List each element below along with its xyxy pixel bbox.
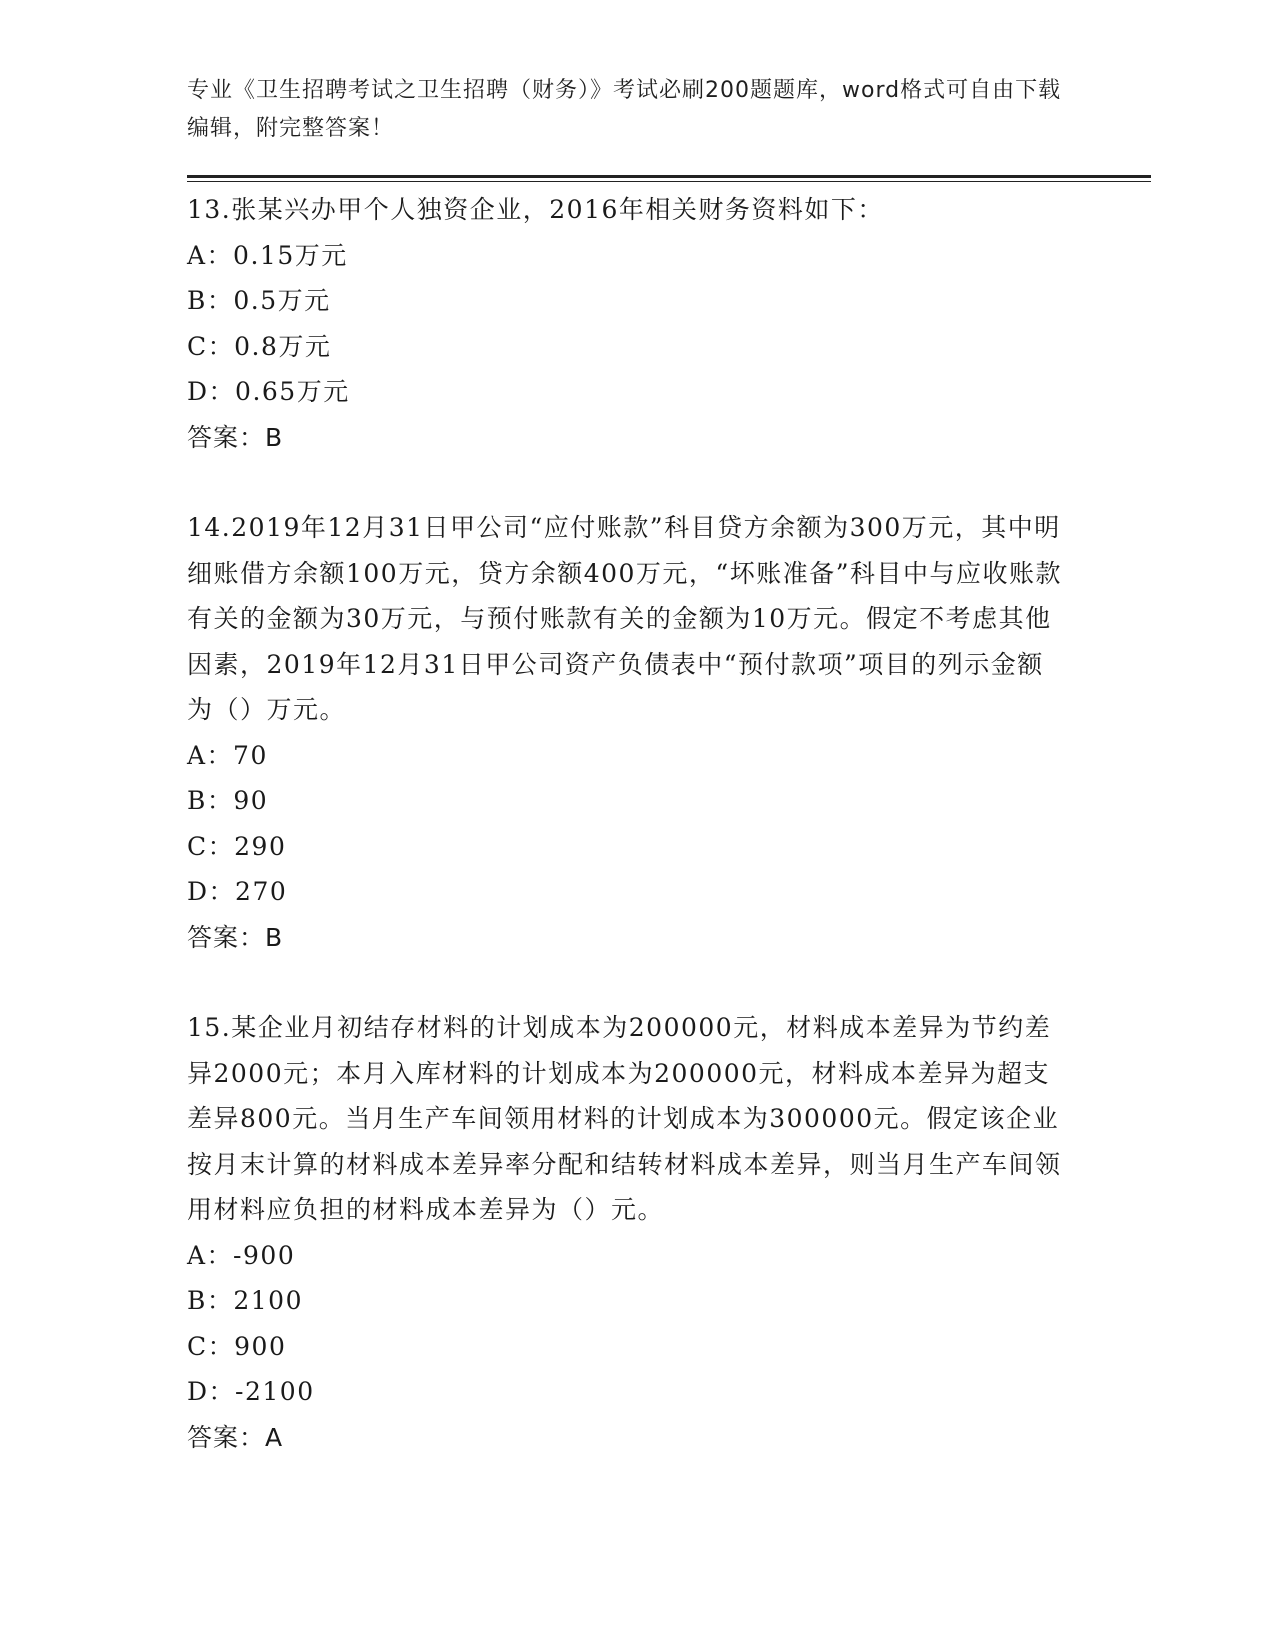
question-13 (187, 187, 1067, 460)
question-list (187, 187, 1067, 1505)
option-c: C：290 (187, 831, 287, 861)
question-text: 15.某企业月初结存材料的计划成本为200000元，材料成本差异为节约差异2000元；本月入库材料的计划成本为200000元，材料成本差异为超支差异800元。当月生产车间领用材料的计划成本为300000元。假定该企业按月末计算的材料成本差异率分配和结转材料成本差异，则当月生产车间领用材料应负担的材料成本差异为（）元。 (187, 1013, 1062, 1224)
option-c: C：900 (187, 1331, 287, 1361)
question-15 (187, 1005, 1067, 1460)
option-c: C：0.8万元 (187, 331, 332, 361)
question-text: 13.张某兴办甲个人独资企业，2016年相关财务资料如下： (187, 195, 884, 224)
document-header: 专业《卫生招聘考试之卫生招聘（财务）》考试必刷200题题库，word格式可自由下载编辑，附完整答案！ (187, 78, 1062, 141)
question-14 (187, 505, 1067, 960)
answer: 答案：A (187, 1422, 284, 1452)
option-b: B：0.5万元 (187, 286, 331, 315)
option-a: A：-900 (187, 1240, 296, 1270)
question-text: 14.2019年12月31日甲公司“应付账款”科目贷方余额为300万元，其中明细账借方余额100万元，贷方余额400万元，“坏账准备”科目中与应收账款有关的金额为30万元，与预付账款有关的金额为10万元。假定不考虑其他因素，2019年12月31日甲公司资产负债表中“预付款项”项目的列示金额为（）万元。 (187, 513, 1062, 724)
option-b: B：2100 (187, 1286, 303, 1315)
option-a: A：70 (187, 740, 268, 770)
option-d: D：270 (187, 877, 288, 906)
option-a: A：0.15万元 (187, 240, 348, 270)
header-divider-thin (187, 181, 1151, 182)
answer: 答案：B (187, 922, 284, 952)
answer: 答案：B (187, 422, 284, 452)
option-d: D：0.65万元 (187, 377, 350, 406)
option-d: D：-2100 (187, 1377, 315, 1406)
header-divider-thick (187, 175, 1151, 178)
option-b: B：90 (187, 786, 269, 815)
